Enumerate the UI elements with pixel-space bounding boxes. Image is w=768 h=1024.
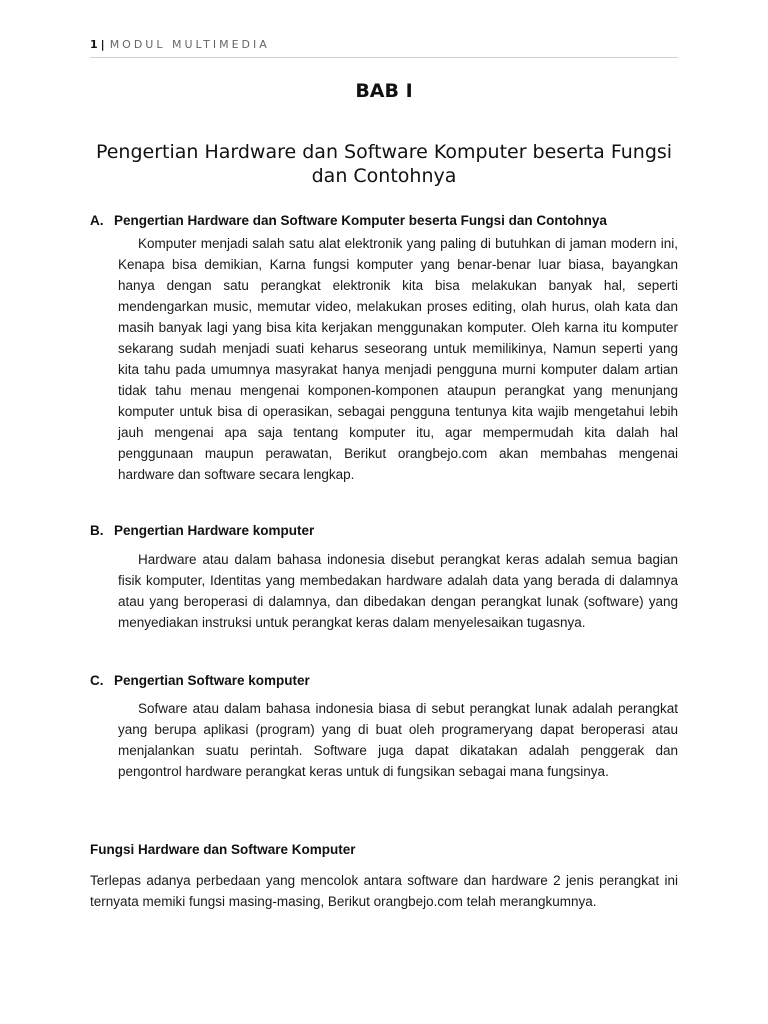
document-title: Pengertian Hardware dan Software Komputer beserta Fungsi dan Contohnya [95, 141, 673, 187]
section-title: Pengertian Hardware komputer [114, 523, 315, 538]
section-letter: A. [90, 213, 104, 228]
module-title: MODUL MULTIMEDIA [109, 38, 270, 51]
section-title: Pengertian Hardware dan Software Komputer beserta Fungsi dan Contohnya [114, 213, 607, 228]
section-c-paragraph: Sofware atau dalam bahasa indonesia biasa di sebut perangkat lunak adalah perangkat yang berupa aplikasi (program) yang di buat oleh programeryang dapat beroperasi atau menjalankan suatu perintah. Software juga dapat dikatakan adalah penggerak dan pengontrol hardware perangkat keras untuk di fungsikan sebagai mana fungsinya. [118, 701, 678, 779]
function-paragraph: Terlepas adanya perbedaan yang mencolok antara software dan hardware 2 jenis perangkat ini ternyata memiki fungsi masing-masing, Berikut orangbejo.com telah merangkumnya. [90, 873, 678, 909]
function-heading: Fungsi Hardware dan Software Komputer [90, 842, 356, 857]
section-b-heading [90, 523, 314, 538]
section-title: Pengertian Software komputer [114, 673, 310, 688]
section-c-heading [90, 673, 310, 688]
section-letter: B. [90, 523, 104, 538]
section-letter: C. [90, 673, 104, 688]
section-a-paragraph: Komputer menjadi salah satu alat elektronik yang paling di butuhkan di jaman modern ini, Kenapa bisa demikian, Karna fungsi komputer yang benar-benar luar biasa, bayangkan hanya dengan satu perangkat elektronik kita bisa melakukan banyak hal, seperti mendengarkan music, memutar video, melakukan proses editing, olah hurus, olah kata dan masih banyak lagi yang bisa kita kerjakan menggunakan komputer. Oleh karna itu komputer sekarang sudah menjadi suati keharus seseorang untuk memilikinya, Namun seperti yang kita tahu pada umumnya masyrakat hanya menjadi pengguna murni komputer dalam artian tidak tahu menau mengenai komponen-komponen ataupun perangkat yang menunjang komputer untuk bisa di operasikan, sebagai pengguna tentunya kita wajib mengetahui lebih jauh mengenai apa saja tentang komputer itu, agar mempermudah kita dalah hal penggunaan maupun perawatan, Berikut orangbejo.com akan membahas mengenai hardware dan software secara lengkap. [118, 236, 678, 482]
page-header [90, 38, 678, 58]
header-separator: | [100, 38, 105, 51]
section-b-paragraph: Hardware atau dalam bahasa indonesia disebut perangkat keras adalah semua bagian fisik komputer, Identitas yang membedakan hardware adalah data yang berada di dalamnya atau yang beroperasi di dalamnya, dan dibedakan dengan perangkat lunak (software) yang menyediakan instruksi untuk perangkat keras dalam menyelesaikan tugasnya. [118, 552, 678, 630]
section-a-heading [90, 213, 607, 228]
chapter-heading: BAB I [355, 80, 413, 102]
page-number: 1 [90, 38, 98, 51]
